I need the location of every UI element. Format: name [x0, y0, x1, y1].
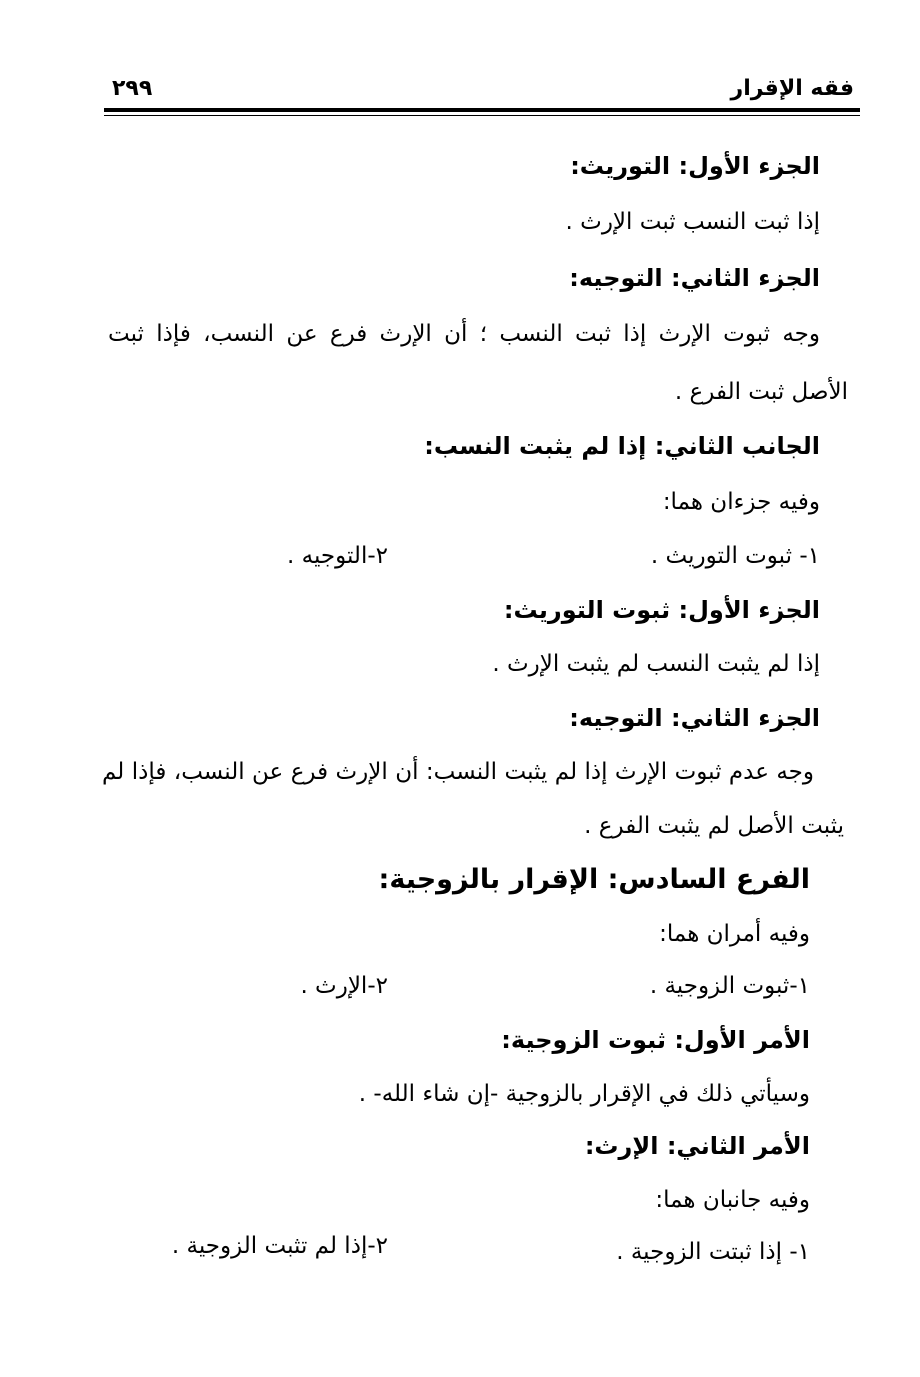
paragraph: وسيأتي ذلك في الإقرار بالزوجية -إن شاء الله- .: [358, 1081, 810, 1107]
paragraph: إذا لم يثبت النسب لم يثبت الإرث .: [492, 651, 820, 677]
list-item: ١- إذا ثبتت الزوجية .: [616, 1239, 810, 1265]
section-heading: الجزء الأول: التوريث:: [570, 152, 820, 180]
page-header: [106, 74, 858, 104]
page-number: ٢٩٩: [112, 76, 153, 101]
header-rule-thin: [104, 115, 860, 116]
list-item: ١-ثبوت الزوجية .: [649, 973, 810, 999]
list-item: ٢-التوجيه .: [287, 543, 388, 569]
list-item: ٢-الإرث .: [300, 973, 388, 999]
section-heading: الجزء الثاني: التوجيه:: [569, 264, 820, 292]
section-heading: الجزء الأول: ثبوت التوريث:: [503, 596, 820, 624]
paragraph-continuation: الأصل ثبت الفرع .: [674, 379, 848, 405]
paragraph: وفيه جزءان هما:: [662, 489, 820, 515]
section-heading: الجانب الثاني: إذا لم يثبت النسب:: [424, 432, 820, 460]
section-heading: الأمر الأول: ثبوت الزوجية:: [501, 1026, 810, 1054]
paragraph: وفيه أمران هما:: [659, 921, 810, 947]
section-heading: الأمر الثاني: الإرث:: [584, 1132, 810, 1160]
header-rule-thick: [104, 108, 860, 112]
list-item: ١- ثبوت التوريث .: [650, 543, 820, 569]
paragraph: وجه ثبوت الإرث إذا ثبت النسب ؛ أن الإرث فرع عن النسب، فإذا ثبت: [108, 321, 820, 347]
paragraph: إذا ثبت النسب ثبت الإرث .: [565, 209, 820, 235]
list-item: ٢-إذا لم تثبت الزوجية .: [171, 1233, 388, 1259]
chapter-heading: الفرع السادس: الإقرار بالزوجية:: [378, 864, 810, 895]
paragraph: وجه عدم ثبوت الإرث إذا لم يثبت النسب: أن الإرث فرع عن النسب، فإذا لم: [102, 759, 814, 785]
paragraph-continuation: يثبت الأصل لم يثبت الفرع .: [584, 813, 844, 839]
section-heading: الجزء الثاني: التوجيه:: [569, 704, 820, 732]
running-title: فقه الإقرار: [730, 76, 854, 101]
paragraph: وفيه جانبان هما:: [655, 1187, 810, 1213]
